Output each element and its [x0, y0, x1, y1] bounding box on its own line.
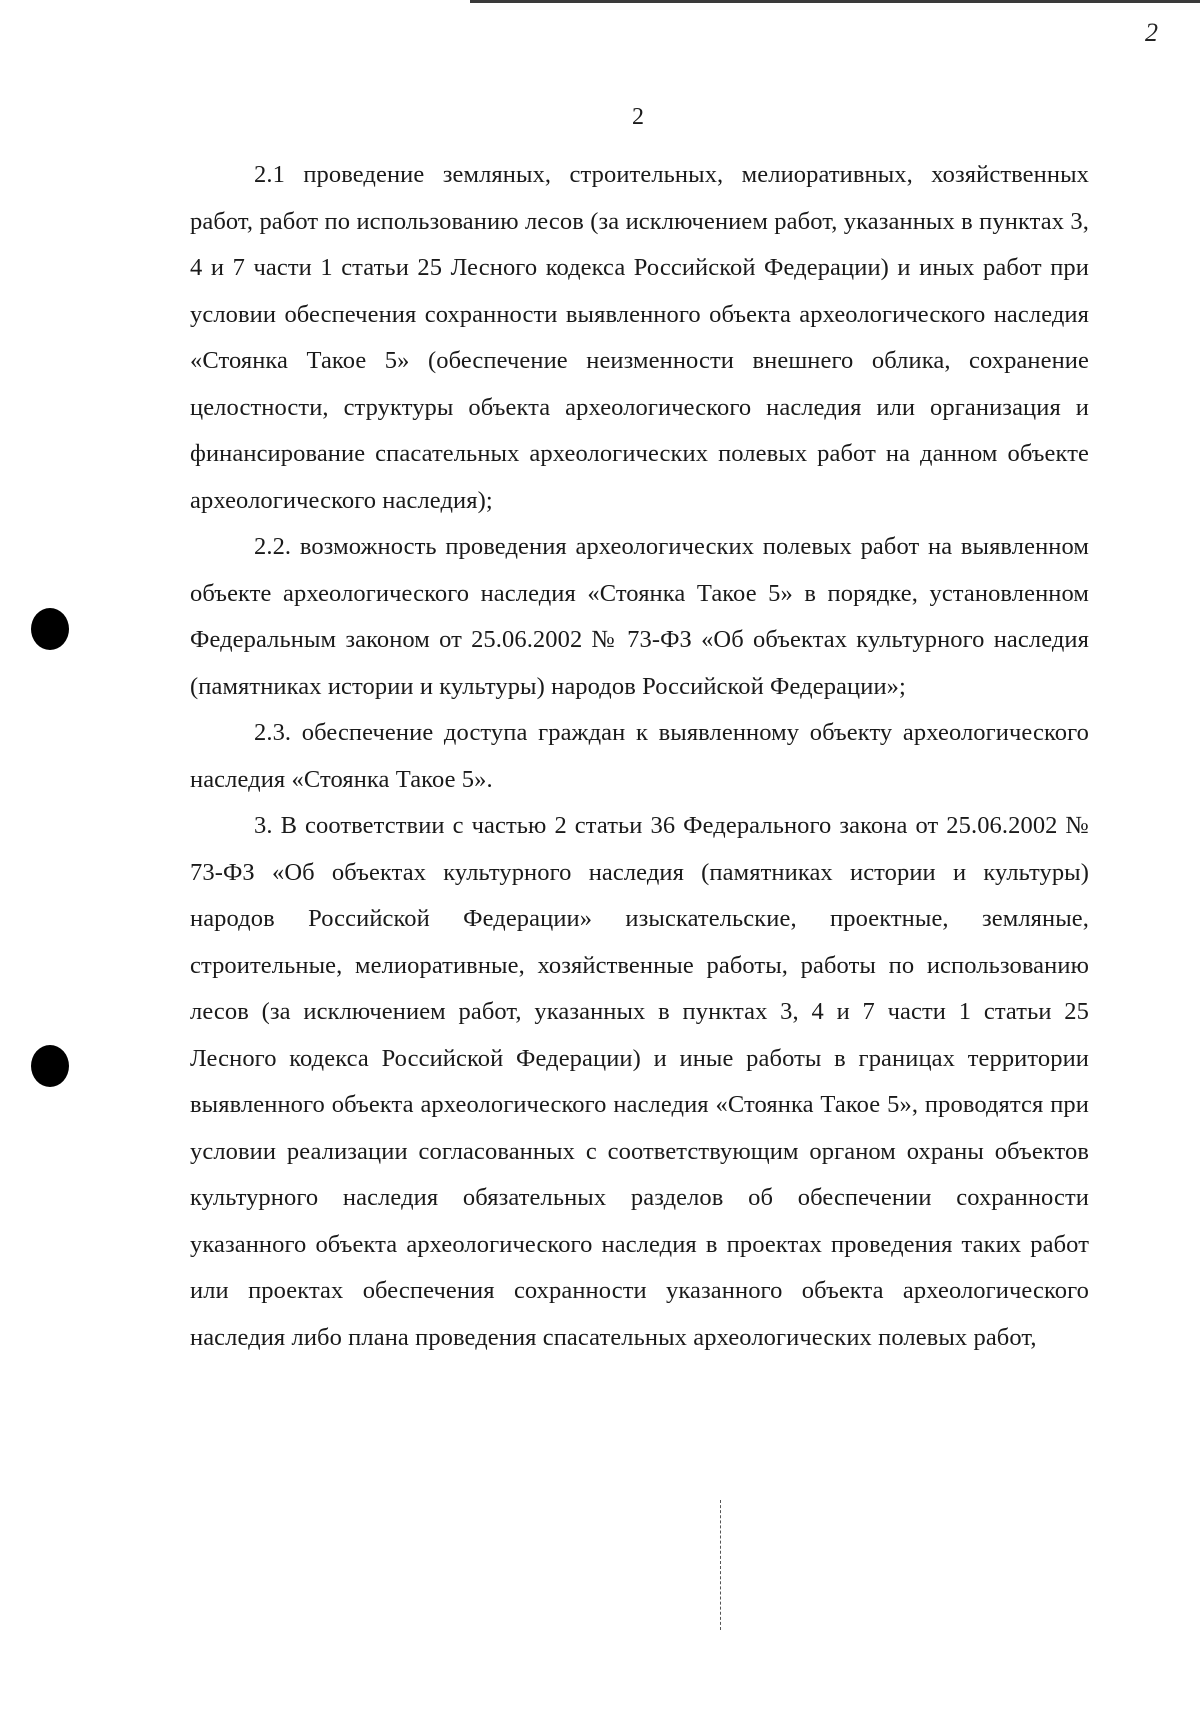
- page-number: 2: [632, 104, 644, 130]
- handwritten-page-mark: 2: [1145, 18, 1158, 47]
- paragraph-2-1: 2.1 проведение земляных, строительных, мелиоративных, хозяйственных работ, работ по использованию лесов (за исключением работ, указанных в пунктах 3, 4 и 7 части 1 статьи 25 Лесного кодекса Российской Федерации) и иных работ при условии обеспечения сохранности выявленного объекта археологического наследия «Стоянка Такое 5» (обеспечение неизменности внешнего облика, сохранение целостности, структуры объекта археологического наследия или организация и финансирование спасательных археологических полевых работ на данном объекте археологического наследия);: [190, 161, 1089, 514]
- punch-hole-bottom: [31, 1045, 69, 1087]
- paragraph-2-3: 2.3. обеспечение доступа граждан к выявленному объекту археологического наследия «Стоянка Такое 5».: [190, 719, 1089, 793]
- scan-fold-line: [720, 1500, 721, 1630]
- paragraph-2-2: 2.2. возможность проведения археологических полевых работ на выявленном объекте археологического наследия «Стоянка Такое 5» в порядке, установленном Федеральным законом от 25.06.2002 № 73-ФЗ «Об объектах культурного наследия (памятниках истории и культуры) народов Российской Федерации»;: [190, 533, 1089, 700]
- document-body: [190, 152, 1089, 1361]
- punch-hole-top: [31, 608, 69, 650]
- scan-top-edge: [470, 0, 1200, 3]
- paragraph-3: 3. В соответствии с частью 2 статьи 36 Федерального закона от 25.06.2002 № 73-ФЗ «Об объектах культурного наследия (памятниках истории и культуры) народов Российской Федерации» изыскательские, проектные, земляные, строительные, мелиоративные, хозяйственные работы, работы по использованию лесов (за исключением работ, указанных в пунктах 3, 4 и 7 части 1 статьи 25 Лесного кодекса Российской Федерации) и иные работы в границах территории выявленного объекта археологического наследия «Стоянка Такое 5», проводятся при условии реализации согласованных с соответствующим органом охраны объектов культурного наследия обязательных разделов об обеспечении сохранности указанного объекта археологического наследия в проектах проведения таких работ или проектах обеспечения сохранности указанного объекта археологического наследия либо плана проведения спасательных археологических полевых работ,: [190, 812, 1089, 1351]
